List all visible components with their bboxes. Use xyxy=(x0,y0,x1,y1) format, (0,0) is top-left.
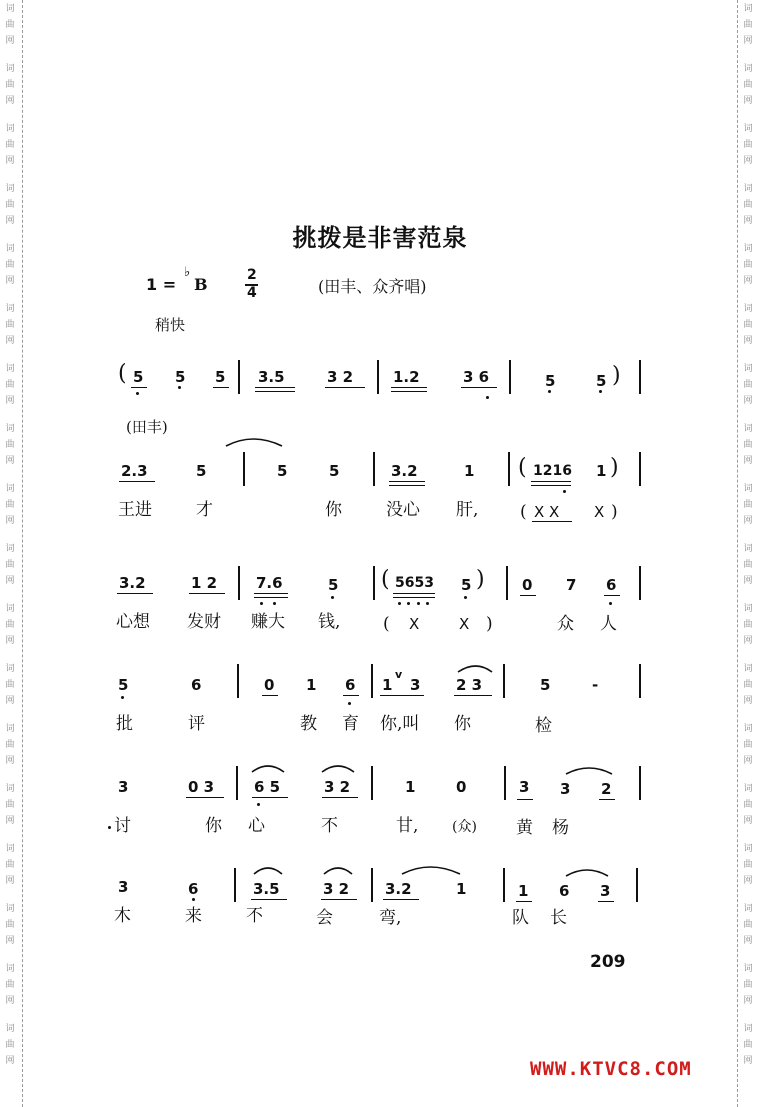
row4-note: 5 xyxy=(118,676,129,694)
row2-note: 1216 xyxy=(533,463,572,479)
watermark-glyph: 词 xyxy=(743,484,753,494)
watermark-glyph: 词 xyxy=(5,844,15,854)
watermark-glyph: 词 xyxy=(5,664,15,674)
row4-note: 0 xyxy=(264,676,275,694)
watermark-glyph: 词 xyxy=(5,964,15,974)
row6-note: 3 2 xyxy=(323,880,350,898)
watermark-glyph: 词 xyxy=(5,484,15,494)
row4-lyric: 批 xyxy=(116,714,133,734)
watermark-glyph: 曲 xyxy=(743,680,753,690)
row6-lyric: 长 xyxy=(550,908,567,928)
row2-lyric: 才 xyxy=(196,500,213,520)
watermark-glyph: 曲 xyxy=(5,20,15,30)
slur xyxy=(566,768,612,774)
row4-note: v xyxy=(395,668,403,681)
watermark-glyph: 网 xyxy=(743,636,753,646)
watermark-glyph: 曲 xyxy=(5,560,15,570)
row1-note: 3.5 xyxy=(258,368,285,386)
row6-note: 1 xyxy=(518,882,529,900)
row2-note: 5 xyxy=(277,462,288,480)
watermark-glyph: 曲 xyxy=(5,200,15,210)
watermark-glyph: 词 xyxy=(743,124,753,134)
watermark-glyph: 词 xyxy=(743,724,753,734)
watermark-glyph: 曲 xyxy=(5,140,15,150)
row2-lyric: ) xyxy=(611,502,618,522)
row2-open-paren: ( xyxy=(518,455,527,480)
row5-note: 3 2 xyxy=(324,778,351,796)
slur xyxy=(226,439,282,446)
row1-note: 5 xyxy=(133,368,144,386)
row4-lyric: 评 xyxy=(188,714,205,734)
row1-note: 5 xyxy=(596,372,607,390)
row2-lyric: X X xyxy=(534,503,560,521)
row3-lyric: X xyxy=(459,615,470,633)
row4-note: 6 xyxy=(345,676,356,694)
watermark-glyph: 网 xyxy=(5,396,15,406)
row5-note: 0 xyxy=(456,778,467,796)
watermark-glyph: 曲 xyxy=(5,980,15,990)
slur xyxy=(402,867,460,874)
row2-close-paren: ) xyxy=(610,455,619,480)
row2-note: 1 xyxy=(596,462,607,480)
watermark-glyph: 网 xyxy=(743,696,753,706)
watermark-glyph: 曲 xyxy=(743,440,753,450)
watermark-glyph: 网 xyxy=(743,576,753,586)
row3-note: 5 xyxy=(328,576,339,594)
row3-note: 0 xyxy=(522,576,533,594)
row3-note: 7.6 xyxy=(256,574,283,592)
watermark-glyph: 词 xyxy=(743,844,753,854)
watermark-glyph: 曲 xyxy=(743,500,753,510)
row5-lyric: 讨 xyxy=(114,816,131,836)
watermark-glyph: 词 xyxy=(5,724,15,734)
watermark-glyph: 曲 xyxy=(743,200,753,210)
watermark-glyph: 曲 xyxy=(5,740,15,750)
row4-note: 3 xyxy=(410,676,421,694)
watermark-glyph: 曲 xyxy=(743,800,753,810)
watermark-glyph: 词 xyxy=(743,784,753,794)
row6-lyric: 会 xyxy=(316,908,333,928)
watermark-glyph: 网 xyxy=(5,936,15,946)
site-watermark: WWW.KTVC8.COM xyxy=(530,1058,692,1080)
row3-note: 5 xyxy=(461,576,472,594)
row2-lyric: X xyxy=(594,503,605,521)
row4-lyric: 教 xyxy=(300,714,317,734)
row6-lyric: 木 xyxy=(114,906,131,926)
row4-note: 5 xyxy=(540,676,551,694)
row3-lyric: 钱, xyxy=(318,612,341,632)
row6-note: 1 xyxy=(456,880,467,898)
watermark-glyph: 词 xyxy=(743,4,753,14)
watermark-glyph: 词 xyxy=(743,604,753,614)
row2-note: 2.3 xyxy=(121,462,148,480)
row3-note: 6 xyxy=(606,576,617,594)
watermark-glyph: 曲 xyxy=(743,740,753,750)
tempo-marking: 稍快 xyxy=(155,316,186,334)
time-numerator: 2 xyxy=(247,267,257,283)
watermark-glyph: 曲 xyxy=(5,800,15,810)
row6-note: 6 xyxy=(188,880,199,898)
watermark-glyph: 词 xyxy=(5,1024,15,1034)
row2-lyric: 王进 xyxy=(118,500,152,520)
row5-note: 6 5 xyxy=(254,778,281,796)
row4-note: 2 3 xyxy=(456,676,483,694)
row5-note: 1 xyxy=(405,778,416,796)
row5-note: 2 xyxy=(601,780,612,798)
watermark-glyph: 词 xyxy=(5,784,15,794)
watermark-glyph: 曲 xyxy=(5,860,15,870)
watermark-glyph: 曲 xyxy=(743,860,753,870)
row3-lyric: 众 xyxy=(557,614,574,634)
watermark-glyph: 网 xyxy=(5,36,15,46)
watermark-glyph: 网 xyxy=(743,216,753,226)
row2-note: 5 xyxy=(196,462,207,480)
song-title: 挑拨是非害范泉 xyxy=(292,224,468,252)
row5-note: 0 3 xyxy=(188,778,215,796)
time-denominator: 4 xyxy=(247,285,257,301)
watermark-glyph: 网 xyxy=(5,336,15,346)
row3-lyric: 人 xyxy=(600,614,617,634)
row5-lyric: 你 xyxy=(205,816,222,836)
row2-note: 5 xyxy=(329,462,340,480)
watermark-glyph: 网 xyxy=(5,816,15,826)
watermark-glyph: 网 xyxy=(743,816,753,826)
row6-lyric: 来 xyxy=(185,906,202,926)
singers-note: (田丰、众齐唱) xyxy=(318,277,427,296)
row3-lyric: ) xyxy=(486,614,493,634)
watermark-glyph: 曲 xyxy=(743,80,753,90)
watermark-glyph: 词 xyxy=(5,4,15,14)
watermark-glyph: 词 xyxy=(5,244,15,254)
watermark-glyph: 网 xyxy=(5,156,15,166)
watermark-glyph: 网 xyxy=(743,936,753,946)
watermark-glyph: 网 xyxy=(5,996,15,1006)
row6-note: 3 xyxy=(118,878,129,896)
watermark-glyph: 词 xyxy=(5,184,15,194)
row4-note: - xyxy=(592,676,599,694)
watermark-glyph: 词 xyxy=(743,964,753,974)
row4-lyric: 检 xyxy=(535,716,552,736)
slur xyxy=(566,870,608,876)
watermark-glyph: 词 xyxy=(743,244,753,254)
row3-open-paren: ( xyxy=(381,567,390,592)
row5-note: 3 xyxy=(519,778,530,796)
row1-note: 5 xyxy=(215,368,226,386)
watermark-glyph: 曲 xyxy=(5,680,15,690)
slur xyxy=(324,868,352,874)
key-flat: ♭ xyxy=(184,265,191,280)
watermark-glyph: 曲 xyxy=(5,500,15,510)
watermark-glyph: 网 xyxy=(5,636,15,646)
watermark-glyph: 曲 xyxy=(5,920,15,930)
watermark-glyph: 词 xyxy=(5,364,15,374)
row2-lyric: 你 xyxy=(325,500,342,520)
watermark-glyph: 词 xyxy=(743,664,753,674)
row5-lyric: 黄 xyxy=(516,818,533,838)
watermark-glyph: 曲 xyxy=(5,320,15,330)
row3-note: 3.2 xyxy=(119,574,146,592)
watermark-glyph: 网 xyxy=(743,996,753,1006)
watermark-glyph: 词 xyxy=(743,544,753,554)
watermark-glyph: 网 xyxy=(743,96,753,106)
watermark-glyph: 网 xyxy=(5,756,15,766)
row3-note: 5653 xyxy=(395,575,434,591)
watermark-glyph: 网 xyxy=(5,576,15,586)
slur xyxy=(252,766,284,772)
row3-lyric: 心想 xyxy=(116,612,150,632)
watermark-glyph: 曲 xyxy=(5,80,15,90)
row1-note: 5 xyxy=(175,368,186,386)
watermark-glyph: 网 xyxy=(5,276,15,286)
row1-note: 3 6 xyxy=(463,368,490,386)
row2-singer-label: (田丰) xyxy=(126,418,168,436)
watermark-glyph: 词 xyxy=(743,304,753,314)
row2-lyric: 肝, xyxy=(456,500,479,520)
row6-note: 3 xyxy=(600,882,611,900)
row6-lyric: 不 xyxy=(246,906,263,926)
row4-lyric: 你,叫 xyxy=(380,714,420,734)
row6-note: 3.5 xyxy=(253,880,280,898)
watermark-glyph: 曲 xyxy=(5,260,15,270)
watermark-glyph: 网 xyxy=(5,516,15,526)
watermark-glyph: 网 xyxy=(743,156,753,166)
watermark-glyph: 曲 xyxy=(743,1040,753,1050)
watermark-glyph: 词 xyxy=(743,1024,753,1034)
watermark-glyph: 词 xyxy=(743,364,753,374)
watermark-glyph: 曲 xyxy=(743,980,753,990)
watermark-glyph: 网 xyxy=(5,876,15,886)
row3-note: 1 2 xyxy=(191,574,218,592)
page-number: 209 xyxy=(590,952,626,972)
slur xyxy=(254,868,282,874)
watermark-glyph: 词 xyxy=(743,184,753,194)
row2-lyric: 没心 xyxy=(386,500,420,520)
watermark-glyph: 曲 xyxy=(743,920,753,930)
watermark-glyph: 网 xyxy=(743,396,753,406)
watermark-glyph: 曲 xyxy=(743,620,753,630)
watermark-glyph: 网 xyxy=(743,336,753,346)
watermark-glyph: 网 xyxy=(5,1056,15,1066)
watermark-glyph: 词 xyxy=(5,304,15,314)
row5-lyric: 心 xyxy=(248,816,265,836)
row6-lyric: 队 xyxy=(512,908,529,928)
watermark-glyph: 网 xyxy=(5,216,15,226)
row4-note: 1 xyxy=(382,676,393,694)
row5-note: 3 xyxy=(560,780,571,798)
watermark-glyph: 曲 xyxy=(5,1040,15,1050)
watermark-glyph: 词 xyxy=(743,64,753,74)
watermark-glyph: 网 xyxy=(743,516,753,526)
watermark-glyph: 曲 xyxy=(743,260,753,270)
watermark-glyph: 曲 xyxy=(743,560,753,570)
row2-note: 3.2 xyxy=(391,462,418,480)
row3-lyric: ( xyxy=(383,614,390,634)
row2-lyric: ( xyxy=(520,502,527,522)
watermark-glyph: 网 xyxy=(743,756,753,766)
watermark-glyph: 词 xyxy=(743,904,753,914)
row4-lyric: 你 xyxy=(454,714,471,734)
key-prefix: 1 = xyxy=(146,275,177,294)
watermark-glyph: 曲 xyxy=(743,20,753,30)
watermark-glyph: 词 xyxy=(5,604,15,614)
watermark-glyph: 曲 xyxy=(5,440,15,450)
row3-lyric: 发财 xyxy=(187,612,221,632)
row1-close-paren: ) xyxy=(612,363,621,388)
watermark-glyph: 曲 xyxy=(743,380,753,390)
watermark-glyph: 网 xyxy=(743,456,753,466)
watermark-glyph: 词 xyxy=(5,424,15,434)
row4-note: 6 xyxy=(191,676,202,694)
watermark-glyph: 曲 xyxy=(5,380,15,390)
row5-note: 3 xyxy=(118,778,129,796)
row3-close-paren: ) xyxy=(476,567,485,592)
watermark-glyph: 网 xyxy=(743,1056,753,1066)
watermark-glyph: 网 xyxy=(5,696,15,706)
slur xyxy=(322,766,354,772)
row4-note: 1 xyxy=(306,676,317,694)
key-tonic: B xyxy=(194,275,208,294)
row6-lyric: 弯, xyxy=(379,908,402,928)
watermark-glyph: 曲 xyxy=(5,620,15,630)
watermark-glyph: 网 xyxy=(5,96,15,106)
row4-lyric: 育 xyxy=(342,714,359,734)
watermark-glyph: 曲 xyxy=(743,320,753,330)
row1-note: 1.2 xyxy=(393,368,420,386)
row1-note: 3 2 xyxy=(327,368,354,386)
row5-lyric: (众) xyxy=(452,819,477,835)
row5-lyric: 甘, xyxy=(396,816,419,836)
watermark-glyph: 词 xyxy=(5,64,15,74)
slur xyxy=(458,666,492,672)
watermark-glyph: 网 xyxy=(5,456,15,466)
watermark-glyph: 网 xyxy=(743,276,753,286)
watermark-glyph: 词 xyxy=(5,124,15,134)
row5-lyric: 杨 xyxy=(552,818,569,838)
watermark-glyph: 词 xyxy=(5,544,15,554)
row6-note: 3.2 xyxy=(385,880,412,898)
watermark-glyph: 曲 xyxy=(743,140,753,150)
row2-note: 1 xyxy=(464,462,475,480)
row5-lyric: 不 xyxy=(321,816,338,836)
row3-lyric: 赚大 xyxy=(251,612,285,632)
watermark-glyph: 网 xyxy=(743,36,753,46)
row3-lyric: X xyxy=(409,615,420,633)
watermark-glyph: 网 xyxy=(743,876,753,886)
watermark-glyph: 词 xyxy=(5,904,15,914)
row6-note: 6 xyxy=(559,882,570,900)
watermark-glyph: 词 xyxy=(743,424,753,434)
row1-open-paren: ( xyxy=(118,361,127,386)
row1-note: 5 xyxy=(545,372,556,390)
row3-note: 7 xyxy=(566,576,577,594)
